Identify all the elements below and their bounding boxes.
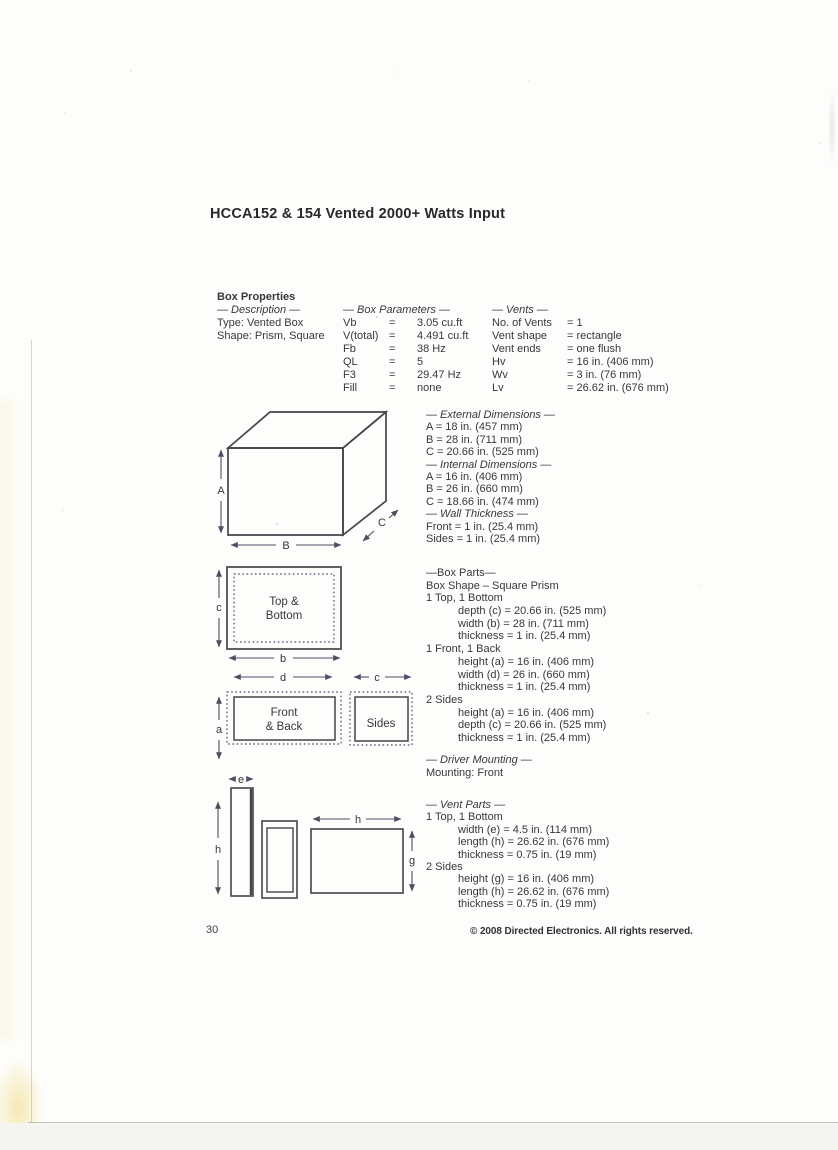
dim-label-A: A: [217, 485, 225, 497]
dim-label-d: d: [279, 672, 287, 684]
vent-spec: width (e) = 4.5 in. (114 mm): [458, 823, 592, 836]
description-column: [217, 291, 325, 343]
vent-name: Vent ends: [492, 343, 541, 355]
description-heading: — Description —: [217, 304, 301, 316]
part-spec: thickness = 1 in. (25.4 mm): [458, 731, 591, 744]
vents-column: [492, 304, 669, 395]
part-spec: depth (c) = 20.66 in. (525 mm): [458, 719, 607, 732]
equals-sign: =: [389, 317, 396, 329]
parameter-name: Fb: [343, 343, 356, 355]
vent-spec: thickness = 0.75 in. (19 mm): [458, 898, 597, 911]
description-shape: Shape: Prism, Square: [217, 330, 325, 342]
driver-mounting-line: Mounting: Front: [426, 766, 504, 779]
vent-spec: thickness = 0.75 in. (19 mm): [458, 848, 597, 861]
parameter-row: [343, 356, 450, 369]
panel-label-bottom: Bottom: [265, 610, 303, 622]
vent-spec: height (g) = 16 in. (406 mm): [458, 873, 595, 886]
vent-value: = 16 in. (406 mm): [567, 356, 654, 368]
parameter-name: QL: [343, 356, 358, 368]
vent-name: Hv: [492, 356, 506, 368]
front-back-panel-drawing: [216, 692, 341, 759]
box-3d-drawing: [217, 412, 398, 552]
vent-row: [492, 356, 654, 369]
parameter-value: 4.491 cu.ft: [417, 330, 469, 342]
internal-dim-a: A = 16 in. (406 mm): [426, 470, 523, 483]
copyright-notice: © 2008 Directed Electronics. All rights reserved.: [470, 926, 693, 937]
part-spec: depth (c) = 20.66 in. (525 mm): [458, 605, 607, 618]
vent-parts-drawing: [215, 774, 415, 898]
width-arrows-row: [234, 672, 411, 684]
vent-value: = rectangle: [567, 330, 622, 342]
box-parameters-column: [343, 304, 469, 395]
parameter-row: [343, 382, 450, 395]
parameter-row: [343, 317, 463, 330]
parameter-name: F3: [343, 369, 356, 381]
external-dimensions-heading: — External Dimensions —: [426, 409, 555, 421]
scan-smudge-left: [0, 400, 22, 1040]
wall-sides: Sides = 1 in. (25.4 mm): [426, 532, 541, 545]
sides-panel-drawing: [350, 692, 412, 745]
parts-group-label: 1 Front, 1 Back: [426, 643, 501, 656]
vent-value: = 3 in. (76 mm): [567, 369, 642, 381]
scan-smudge-right: [828, 88, 836, 168]
equals-sign: =: [389, 343, 396, 355]
internal-dimensions-heading: — Internal Dimensions —: [426, 458, 552, 471]
box-diagrams: [195, 395, 440, 915]
part-spec: thickness = 1 in. (25.4 mm): [458, 681, 591, 694]
dim-label-c: c: [216, 602, 222, 614]
external-dim-b: B = 28 in. (711 mm): [426, 433, 523, 446]
parameter-name: Vb: [343, 317, 357, 329]
equals-sign: =: [389, 382, 396, 394]
vents-heading: — Vents —: [492, 304, 548, 316]
box-parts-block: [426, 567, 606, 745]
part-spec: thickness = 1 in. (25.4 mm): [458, 630, 591, 643]
part-spec: width (d) = 26 in. (660 mm): [458, 668, 590, 681]
page-number: 30: [206, 924, 219, 936]
dim-label-e: e: [237, 774, 245, 786]
equals-sign: =: [389, 330, 396, 342]
box-parts-heading: —Box Parts—: [426, 567, 496, 579]
vent-spec: length (h) = 26.62 in. (676 mm): [458, 836, 610, 849]
internal-dim-c: C = 18.66 in. (474 mm): [426, 495, 539, 508]
wall-front: Front = 1 in. (25.4 mm): [426, 520, 539, 533]
dim-label-C: C: [378, 517, 386, 529]
page-edge-vertical: [31, 340, 32, 1123]
wall-thickness-heading: — Wall Thickness —: [426, 508, 528, 521]
vent-value: = 1: [567, 317, 583, 329]
vent-group-label: 1 Top, 1 Bottom: [426, 811, 503, 824]
dim-label-h-top: h: [354, 814, 362, 826]
equals-sign: =: [389, 356, 396, 368]
vent-row: [492, 382, 669, 395]
parameter-value: none: [417, 382, 442, 394]
vent-name: Vent shape: [492, 330, 548, 342]
box-shape-line: Box Shape – Square Prism: [426, 579, 559, 592]
parameter-name: Fill: [343, 382, 358, 394]
panel-label-front: Front: [270, 707, 298, 719]
vent-value: = one flush: [567, 343, 622, 355]
vent-spec: length (h) = 26.62 in. (676 mm): [458, 885, 610, 898]
driver-mounting-block: [426, 754, 532, 779]
part-spec: width (b) = 28 in. (711 mm): [458, 617, 589, 630]
dim-label-c2: c: [374, 672, 380, 684]
vent-row: [492, 330, 622, 343]
vent-parts-block: [426, 799, 609, 911]
dim-label-a: a: [215, 724, 223, 736]
dim-label-B: B: [282, 540, 290, 552]
parts-group-label: 2 Sides: [426, 693, 463, 706]
internal-dim-b: B = 26 in. (660 mm): [426, 483, 523, 496]
equals-sign: =: [389, 369, 396, 381]
vent-name: Lv: [492, 382, 504, 394]
part-spec: height (a) = 16 in. (406 mm): [458, 706, 595, 719]
parts-group-label: 1 Top, 1 Bottom: [426, 592, 503, 605]
vent-parts-heading: — Vent Parts —: [426, 799, 506, 811]
description-type: Type: Vented Box: [217, 317, 304, 329]
paper-specks: [0, 0, 2, 2]
parameter-value: 3.05 cu.ft: [417, 317, 463, 329]
dim-label-h-side: h: [214, 844, 222, 856]
panel-label-sides: Sides: [366, 718, 396, 730]
box-parameters-heading: — Box Parameters —: [343, 304, 450, 316]
driver-mounting-heading: — Driver Mounting —: [426, 754, 532, 766]
dim-label-b: b: [279, 653, 287, 665]
top-bottom-panel-drawing: [216, 567, 341, 665]
parameter-name: V(total): [343, 330, 379, 342]
parameter-value: 38 Hz: [417, 343, 446, 355]
vent-name: Wv: [492, 369, 508, 381]
box-properties-heading: Box Properties: [217, 291, 296, 303]
parameter-value: 29.47 Hz: [417, 369, 462, 381]
dimensions-block: [426, 409, 555, 545]
parameter-row: [343, 343, 450, 356]
external-dim-a: A = 18 in. (457 mm): [426, 421, 523, 434]
panel-label-back: & Back: [265, 721, 303, 733]
vent-row: [492, 369, 642, 382]
vent-value: = 26.62 in. (676 mm): [567, 382, 669, 394]
scan-area-below-page: [0, 1123, 838, 1150]
external-dim-c: C = 20.66 in. (525 mm): [426, 446, 539, 459]
parameter-value: 5: [417, 356, 424, 368]
panel-label-top: Top &: [269, 596, 299, 608]
parameter-row: [343, 369, 462, 382]
vent-row: [492, 317, 583, 330]
dim-label-g: g: [408, 855, 416, 867]
part-spec: height (a) = 16 in. (406 mm): [458, 655, 595, 668]
parameter-row: [343, 330, 469, 343]
vent-group-label: 2 Sides: [426, 860, 463, 873]
vent-row: [492, 343, 622, 356]
page-title: HCCA152 & 154 Vented 2000+ Watts Input: [210, 206, 506, 222]
page-edge-horizontal: [28, 1122, 838, 1123]
vent-name: No. of Vents: [492, 317, 552, 329]
